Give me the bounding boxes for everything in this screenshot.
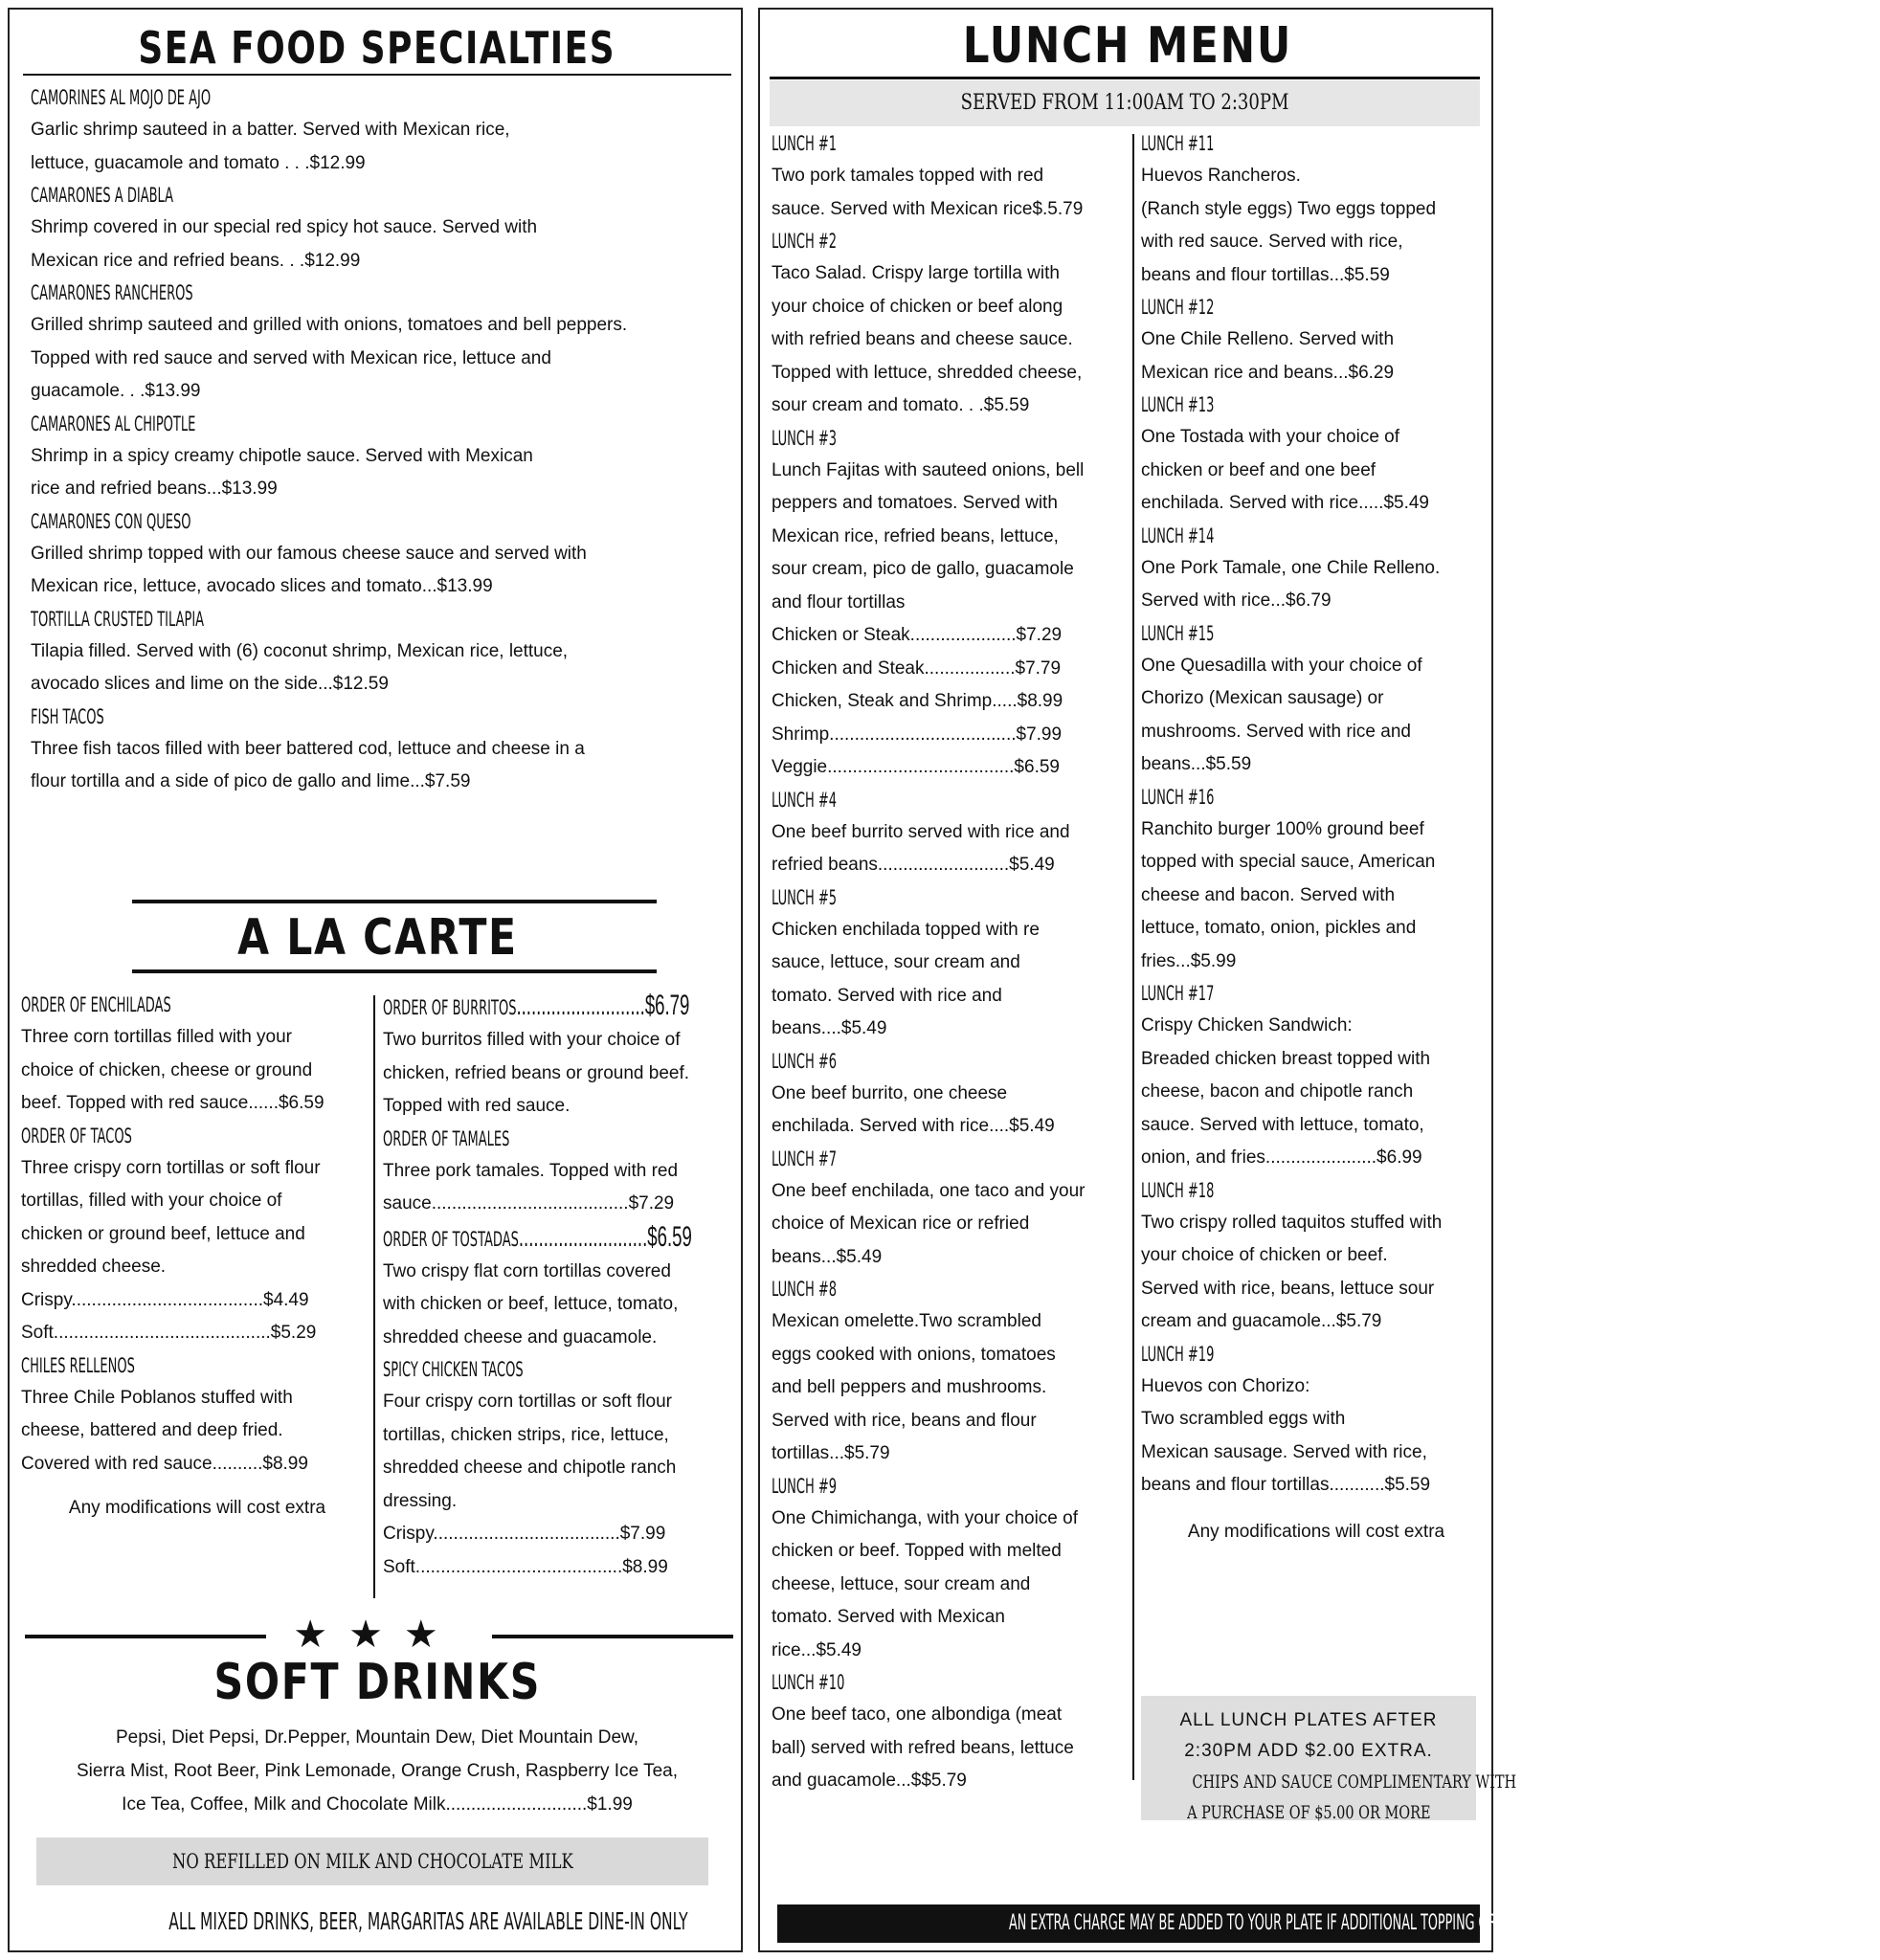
description-line: Crispy.....................................$7.99 — [383, 1524, 666, 1544]
seafood-title: SEA FOOD SPECIALTIES — [138, 22, 616, 74]
description-line: Two crispy rolled taquitos stuffed with — [1141, 1212, 1443, 1233]
a-la-carte-top-rule — [132, 900, 657, 903]
seafood-item — [31, 278, 720, 409]
extra-charge-bar — [777, 1904, 1649, 1943]
seafood-item — [31, 604, 720, 702]
description-line: sour cream and tomato. . .$5.59 — [772, 395, 1030, 415]
a-la-carte-item — [383, 1221, 743, 1355]
description-line: topped with special sauce, American — [1141, 852, 1436, 872]
menu-item-description — [383, 1024, 743, 1124]
menu-item-description — [31, 309, 720, 409]
lunch-item — [772, 882, 1135, 1046]
menu-item-price: ..........................$6.59 — [518, 1220, 692, 1253]
description-line: Crispy......................................$4.49 — [21, 1289, 309, 1310]
menu-item-name: LUNCH #8 — [772, 1278, 838, 1301]
menu-item-description — [1141, 160, 1491, 292]
description-line: cheese, lettuce, sour cream and — [772, 1573, 1031, 1594]
description-line: cheese, bacon and chipotle ranch — [1141, 1081, 1414, 1102]
description-line: Three corn tortillas filled with your — [21, 1027, 292, 1047]
menu-item-name: ORDER OF ENCHILADAS — [21, 993, 171, 1016]
soft-drinks-line: Sierra Mist, Root Beer, Pink Lemonade, Orange Crush, Raspberry Ice Tea, — [76, 1761, 678, 1781]
description-line: Two scrambled eggs with — [1141, 1409, 1346, 1429]
menu-item-description — [1141, 1370, 1491, 1503]
description-line: lettuce, tomato, onion, pickles and — [1141, 918, 1417, 938]
description-line: beef. Topped with red sauce......$6.59 — [21, 1093, 325, 1113]
description-line: choice of Mexican rice or refried — [772, 1214, 1030, 1234]
description-line: and flour tortillas — [772, 591, 906, 612]
description-line: Veggie.....................................$6.59 — [772, 757, 1060, 777]
menu-item-name: FISH TACOS — [31, 704, 104, 728]
lunch-right-column — [1141, 128, 1491, 1548]
menu-item-name: CAMARONES CON QUESO — [31, 509, 191, 533]
menu-item-description — [1141, 323, 1491, 390]
description-line: One Quesadilla with your choice of — [1141, 655, 1422, 676]
lunch-item — [1141, 390, 1491, 521]
description-line: beans and flour tortillas...........$5.59 — [1141, 1475, 1431, 1495]
menu-item-name: LUNCH #16 — [1141, 785, 1215, 809]
description-line: guacamole. . .$13.99 — [31, 381, 201, 401]
menu-item-description — [772, 455, 1135, 785]
menu-item-name: LUNCH #15 — [1141, 621, 1215, 645]
description-line: Topped with red sauce. — [383, 1096, 571, 1116]
description-line: tortillas, filled with your choice of — [21, 1191, 282, 1211]
seafood-title-rule — [23, 74, 731, 76]
description-line: beans....$5.49 — [772, 1018, 887, 1038]
description-line: sauce.......................................$7.29 — [383, 1193, 675, 1214]
lunch-item — [1141, 782, 1491, 979]
description-line: Two crispy flat corn tortillas covered — [383, 1260, 671, 1281]
description-line: choice of chicken, cheese or ground — [21, 1059, 313, 1080]
description-line: One Tostada with your choice of — [1141, 427, 1400, 447]
description-line: Chicken or Steak.....................$7.29 — [772, 625, 1063, 645]
description-line: (Ranch style eggs) Two eggs topped — [1141, 198, 1437, 219]
menu-item-name: LUNCH #10 — [772, 1671, 845, 1694]
description-line: sour cream, pico de gallo, guacamole — [772, 559, 1074, 579]
description-line: chicken or beef and one beef — [1141, 459, 1376, 480]
description-line: flour tortilla and a side of pico de gallo and lime...$7.59 — [31, 771, 471, 791]
lunch-item — [1141, 618, 1491, 782]
menu-item-description — [1141, 552, 1491, 618]
a-la-carte-right-column — [383, 990, 743, 1584]
seafood-item — [31, 702, 720, 799]
menu-item-name: CAMARONES A DIABLA — [31, 184, 174, 207]
modifications-note: Any modifications will cost extra — [1187, 1521, 1445, 1542]
a-la-carte-item — [383, 1124, 743, 1221]
menu-item-description — [772, 1305, 1135, 1471]
menu-item-name: LUNCH #4 — [772, 788, 838, 812]
after-hours-box — [1141, 1696, 1517, 1823]
description-line: Chicken enchilada topped with re — [772, 919, 1040, 940]
description-line: enchilada. Served with rice....$5.49 — [772, 1116, 1055, 1136]
description-line: shredded cheese and chipotle ranch — [383, 1458, 677, 1478]
description-line: beans...$5.59 — [1141, 754, 1252, 774]
description-line: Ranchito burger 100% ground beef — [1141, 818, 1424, 839]
menu-item-name: CAMARONES RANCHEROS — [31, 281, 193, 304]
menu-item-description — [31, 733, 720, 799]
menu-item-name: LUNCH #6 — [772, 1049, 838, 1073]
lunch-item — [772, 1144, 1135, 1275]
menu-item-name: LUNCH #13 — [1141, 393, 1215, 416]
description-line: shredded cheese. — [21, 1257, 167, 1277]
lunch-item — [772, 226, 1135, 423]
stars-rule-right — [492, 1635, 733, 1638]
menu-item-name: ORDER OF TACOS — [21, 1124, 132, 1147]
description-line: beans and flour tortillas...$5.59 — [1141, 264, 1390, 285]
description-line: One beef enchilada, one taco and your — [772, 1180, 1085, 1201]
menu-item-name: LUNCH #17 — [1141, 982, 1215, 1005]
lunch-menu-panel — [758, 8, 1649, 1952]
description-line: Three Chile Poblanos stuffed with — [21, 1387, 293, 1408]
a-la-carte-item — [21, 1121, 373, 1350]
description-line: Chicken and Steak..................$7.79 — [772, 657, 1062, 679]
menu-item-description — [31, 538, 720, 604]
menu-item-description — [772, 1078, 1135, 1144]
description-line: Chorizo (Mexican sausage) or — [1141, 688, 1384, 708]
description-line: with red sauce. Served with rice, — [1141, 232, 1403, 252]
description-line: One Chile Relleno. Served with — [1141, 329, 1395, 349]
description-line: One Pork Tamale, one Chile Relleno. — [1141, 557, 1441, 578]
description-line: Grilled shrimp topped with our famous cheese sauce and served with — [31, 543, 587, 564]
menu-item-description — [772, 1175, 1135, 1275]
star-icons: ★★★ — [293, 1613, 459, 1657]
description-line: Garlic shrimp sauteed in a batter. Served with Mexican rice, — [31, 120, 510, 140]
description-line: Huevos Rancheros. — [1141, 166, 1301, 186]
description-line: and guacamole...$$5.79 — [772, 1771, 967, 1791]
a-la-carte-title: A LA CARTE — [236, 909, 518, 967]
menu-item-name: SPICY CHICKEN TACOS — [383, 1358, 524, 1381]
menu-item-description — [21, 1021, 373, 1121]
description-line: enchilada. Served with rice.....$5.49 — [1141, 493, 1430, 513]
menu-item-description — [772, 914, 1135, 1046]
soft-drinks-line: Ice Tea, Coffee, Milk and Chocolate Milk............................$1.99 — [122, 1794, 633, 1815]
a-la-carte-item — [21, 1350, 373, 1481]
a-la-carte-divider — [373, 995, 375, 1598]
lunch-item — [772, 1046, 1135, 1144]
description-line: onion, and fries......................$6.99 — [1141, 1147, 1422, 1168]
description-line: lettuce, guacamole and tomato . . .$12.99 — [31, 152, 366, 173]
menu-item-description — [21, 1382, 373, 1481]
description-line: dressing. — [383, 1490, 458, 1511]
menu-item-description — [772, 816, 1135, 882]
description-line: and bell peppers and mushrooms. — [772, 1377, 1047, 1397]
soft-drinks-list — [10, 1721, 745, 1821]
lunch-item — [1141, 292, 1491, 390]
menu-item-name: LUNCH #5 — [772, 885, 838, 909]
lunch-title-rule — [770, 77, 1480, 79]
left-menu-panel — [8, 8, 743, 1952]
menu-item-description — [1141, 421, 1491, 521]
description-line: mushrooms. Served with rice and — [1141, 721, 1411, 742]
description-line: peppers and tomatoes. Served with — [772, 493, 1058, 513]
lunch-item — [772, 1667, 1135, 1798]
description-line: Crispy Chicken Sandwich: — [1141, 1015, 1353, 1036]
description-line: tortillas...$5.79 — [772, 1443, 890, 1463]
description-line: chicken or beef. Topped with melted — [772, 1541, 1062, 1561]
a-la-carte-title-rule — [132, 969, 657, 973]
lunch-divider — [1132, 134, 1134, 1780]
description-line: Topped with lettuce, shredded cheese, — [772, 362, 1083, 383]
menu-item-name: LUNCH #18 — [1141, 1178, 1215, 1202]
description-line: One beef burrito, one cheese — [772, 1082, 1008, 1103]
a-la-carte-item — [21, 990, 373, 1121]
lunch-item — [1141, 978, 1491, 1175]
description-line: chicken, refried beans or ground beef. — [383, 1062, 690, 1083]
seafood-list — [31, 82, 720, 799]
description-line: Breaded chicken breast topped with — [1141, 1048, 1431, 1069]
description-line: Taco Salad. Crispy large tortilla with — [772, 263, 1060, 283]
description-line: Lunch Fajitas with sauteed onions, bell — [772, 459, 1085, 480]
description-line: ball) served with refred beans, lettuce — [772, 1737, 1074, 1758]
description-line: Soft.........................................$8.99 — [383, 1556, 668, 1577]
menu-item-description — [772, 160, 1135, 226]
description-line: Three fish tacos filled with beer battered cod, lettuce and cheese in a — [31, 738, 585, 759]
description-line: One beef taco, one albondiga (meat — [772, 1704, 1063, 1725]
menu-item-description — [31, 212, 720, 278]
description-line: One beef burrito served with rice and — [772, 821, 1070, 842]
description-line: shredded cheese and guacamole. — [383, 1326, 658, 1348]
menu-item-description — [772, 257, 1135, 423]
menu-item-name: ORDER OF TOSTADAS..........................$6.59 — [383, 1220, 692, 1253]
menu-item-name: LUNCH #3 — [772, 426, 838, 450]
menu-item-price: ..........................$6.79 — [516, 990, 690, 1021]
description-line: tortillas, chicken strips, rice, lettuce, — [383, 1424, 669, 1445]
soft-drinks-title: SOFT DRINKS — [213, 1654, 541, 1711]
description-line: Chicken, Steak and Shrimp.....$8.99 — [772, 691, 1063, 711]
menu-item-description — [383, 1256, 743, 1355]
description-line: refried beans..........................$5.49 — [772, 855, 1055, 875]
description-line: Four crispy corn tortillas or soft flour — [383, 1392, 672, 1412]
description-line: Grilled shrimp sauteed and grilled with onions, tomatoes and bell peppers. — [31, 315, 628, 335]
description-line: Served with rice...$6.79 — [1141, 590, 1332, 611]
a-la-carte-item — [383, 1354, 743, 1584]
menu-item-description — [1141, 650, 1491, 782]
chips-note-line: CHIPS AND SAUCE COMPLIMENTARY WITH — [1192, 1771, 1517, 1793]
description-line: eggs cooked with onions, tomatoes — [772, 1344, 1056, 1365]
lunch-item — [1141, 1175, 1491, 1339]
description-line: Huevos con Chorizo: — [1141, 1375, 1310, 1396]
menu-item-name: LUNCH #19 — [1141, 1342, 1215, 1366]
description-line: beans...$5.49 — [772, 1246, 883, 1267]
menu-item-description — [31, 635, 720, 702]
description-line: Mexican omelette.Two scrambled — [772, 1311, 1041, 1331]
menu-item-name: CHILES RELLENOS — [21, 1353, 135, 1377]
description-line: Covered with red sauce..........$8.99 — [21, 1453, 308, 1474]
description-line: Soft...........................................$5.29 — [21, 1323, 317, 1343]
served-hours-box — [770, 80, 1480, 126]
description-line: avocado slices and lime on the side...$12.59 — [31, 674, 389, 694]
menu-item-description — [772, 1699, 1135, 1798]
refill-note-box — [36, 1838, 708, 1885]
description-line: Mexican rice and refried beans. . .$12.99 — [31, 250, 361, 271]
menu-item-name: LUNCH #2 — [772, 230, 838, 253]
description-line: Topped with red sauce and served with Mexican rice, lettuce and — [31, 347, 551, 368]
menu-item-description — [21, 1152, 373, 1350]
description-line: Three crispy corn tortillas or soft flour — [21, 1157, 321, 1178]
menu-item-description — [31, 440, 720, 506]
description-line: rice and refried beans...$13.99 — [31, 479, 278, 499]
description-line: fries...$5.99 — [1141, 950, 1237, 971]
description-line: Mexican rice, lettuce, avocado slices and tomato...$13.99 — [31, 576, 493, 596]
lunch-item — [1141, 521, 1491, 618]
menu-item-name: LUNCH #7 — [772, 1147, 838, 1170]
seafood-item — [31, 180, 720, 278]
after-hours-line: 2:30PM ADD $2.00 EXTRA. — [1184, 1741, 1433, 1761]
description-line: chicken or ground beef, lettuce and — [21, 1223, 305, 1244]
menu-item-name: LUNCH #1 — [772, 132, 838, 155]
description-line: with refried beans and cheese sauce. — [772, 329, 1073, 349]
menu-item-name: LUNCH #11 — [1141, 132, 1215, 155]
description-line: Two pork tamales topped with red — [772, 166, 1044, 186]
after-hours-line: ALL LUNCH PLATES AFTER — [1179, 1710, 1438, 1730]
description-line: Shrimp.....................................$7.99 — [772, 724, 1063, 745]
menu-item-description — [1141, 813, 1491, 979]
description-line: cheese, battered and deep fried. — [21, 1420, 283, 1440]
description-line: Served with rice, beans and flour — [772, 1410, 1037, 1431]
menu-item-name: ORDER OF BURRITOS..........................$6.79 — [383, 990, 690, 1021]
lunch-item — [772, 785, 1135, 882]
description-line: Served with rice, beans, lettuce sour — [1141, 1278, 1435, 1299]
menu-item-name: ORDER OF TAMALES — [383, 1126, 510, 1150]
description-line: sauce. Served with lettuce, tomato, — [1141, 1114, 1424, 1135]
description-line: your choice of chicken or beef. — [1141, 1245, 1388, 1265]
description-line: Shrimp covered in our special red spicy hot sauce. Served with — [31, 217, 538, 237]
mixed-drinks-note: ALL MIXED DRINKS, BEER, MARGARITAS ARE AVAILABLE DINE-IN ONLY — [168, 1907, 688, 1935]
a-la-carte-left-column — [21, 990, 373, 1525]
menu-item-description — [1141, 1207, 1491, 1339]
description-line: Mexican rice, refried beans, lettuce, — [772, 525, 1059, 546]
lunch-menu-title: LUNCH MENU — [962, 17, 1293, 75]
stars-divider — [19, 1613, 733, 1657]
lunch-item — [772, 423, 1135, 785]
menu-item-name: LUNCH #12 — [1141, 296, 1215, 319]
description-line: One Chimichanga, with your choice of — [772, 1507, 1078, 1528]
description-line: Mexican rice and beans...$6.29 — [1141, 362, 1395, 383]
lunch-item — [772, 128, 1135, 226]
description-line: Three pork tamales. Topped with red — [383, 1160, 679, 1181]
menu-item-description — [1141, 1010, 1491, 1175]
description-line: cream and guacamole...$5.79 — [1141, 1311, 1382, 1331]
menu-item-description — [383, 1386, 743, 1584]
description-line: Shrimp in a spicy creamy chipotle sauce. Served with Mexican — [31, 445, 533, 466]
description-line: Mexican sausage. Served with rice, — [1141, 1441, 1427, 1462]
description-line: tomato. Served with rice and — [772, 985, 1002, 1006]
menu-item-name: LUNCH #14 — [1141, 523, 1215, 547]
refill-note: NO REFILLED ON MILK AND CHOCOLATE MILK — [171, 1850, 573, 1873]
description-line: sauce. Served with Mexican rice$.5.79 — [772, 198, 1084, 219]
menu-item-name: CAMORINES AL MOJO DE AJO — [31, 86, 212, 109]
modifications-note: Any modifications will cost extra — [68, 1498, 326, 1518]
description-line: Two burritos filled with your choice of — [383, 1030, 681, 1050]
a-la-carte-item — [383, 990, 743, 1124]
seafood-item — [31, 506, 720, 604]
description-line: with chicken or beef, lettuce, tomato, — [383, 1294, 679, 1314]
lunch-left-column — [772, 128, 1135, 1798]
menu-item-description — [31, 114, 720, 180]
served-hours: SERVED FROM 11:00AM TO 2:30PM — [960, 91, 1289, 115]
lunch-item — [772, 1274, 1135, 1471]
menu-item-name: LUNCH #9 — [772, 1474, 838, 1498]
lunch-item — [1141, 1339, 1491, 1503]
description-line: tomato. Served with Mexican — [772, 1607, 1005, 1627]
menu-item-name: CAMARONES AL CHIPOTLE — [31, 412, 196, 435]
chips-note-line: A PURCHASE OF $5.00 OR MORE — [1186, 1802, 1431, 1823]
extra-charge-note: AN EXTRA CHARGE MAY BE ADDED TO YOUR PLATE IF ADDITIONAL TOPPING OR ITEMS ARE REQUESTED. — [1008, 1911, 1649, 1935]
description-line: rice...$5.49 — [772, 1639, 862, 1660]
description-line: your choice of chicken or beef along — [772, 296, 1063, 317]
menu-item-description — [772, 1503, 1135, 1668]
soft-drinks-line: Pepsi, Diet Pepsi, Dr.Pepper, Mountain Dew, Diet Mountain Dew, — [116, 1727, 638, 1748]
description-line: Tilapia filled. Served with (6) coconut shrimp, Mexican rice, lettuce, — [31, 640, 569, 661]
description-line: sauce, lettuce, sour cream and — [772, 952, 1020, 972]
menu-item-description — [383, 1155, 743, 1221]
seafood-item — [31, 82, 720, 180]
menu-item-name: TORTILLA CRUSTED TILAPIA — [31, 607, 205, 631]
seafood-item — [31, 409, 720, 506]
lunch-item — [1141, 128, 1491, 292]
description-line: cheese and bacon. Served with — [1141, 884, 1396, 905]
lunch-item — [772, 1471, 1135, 1668]
